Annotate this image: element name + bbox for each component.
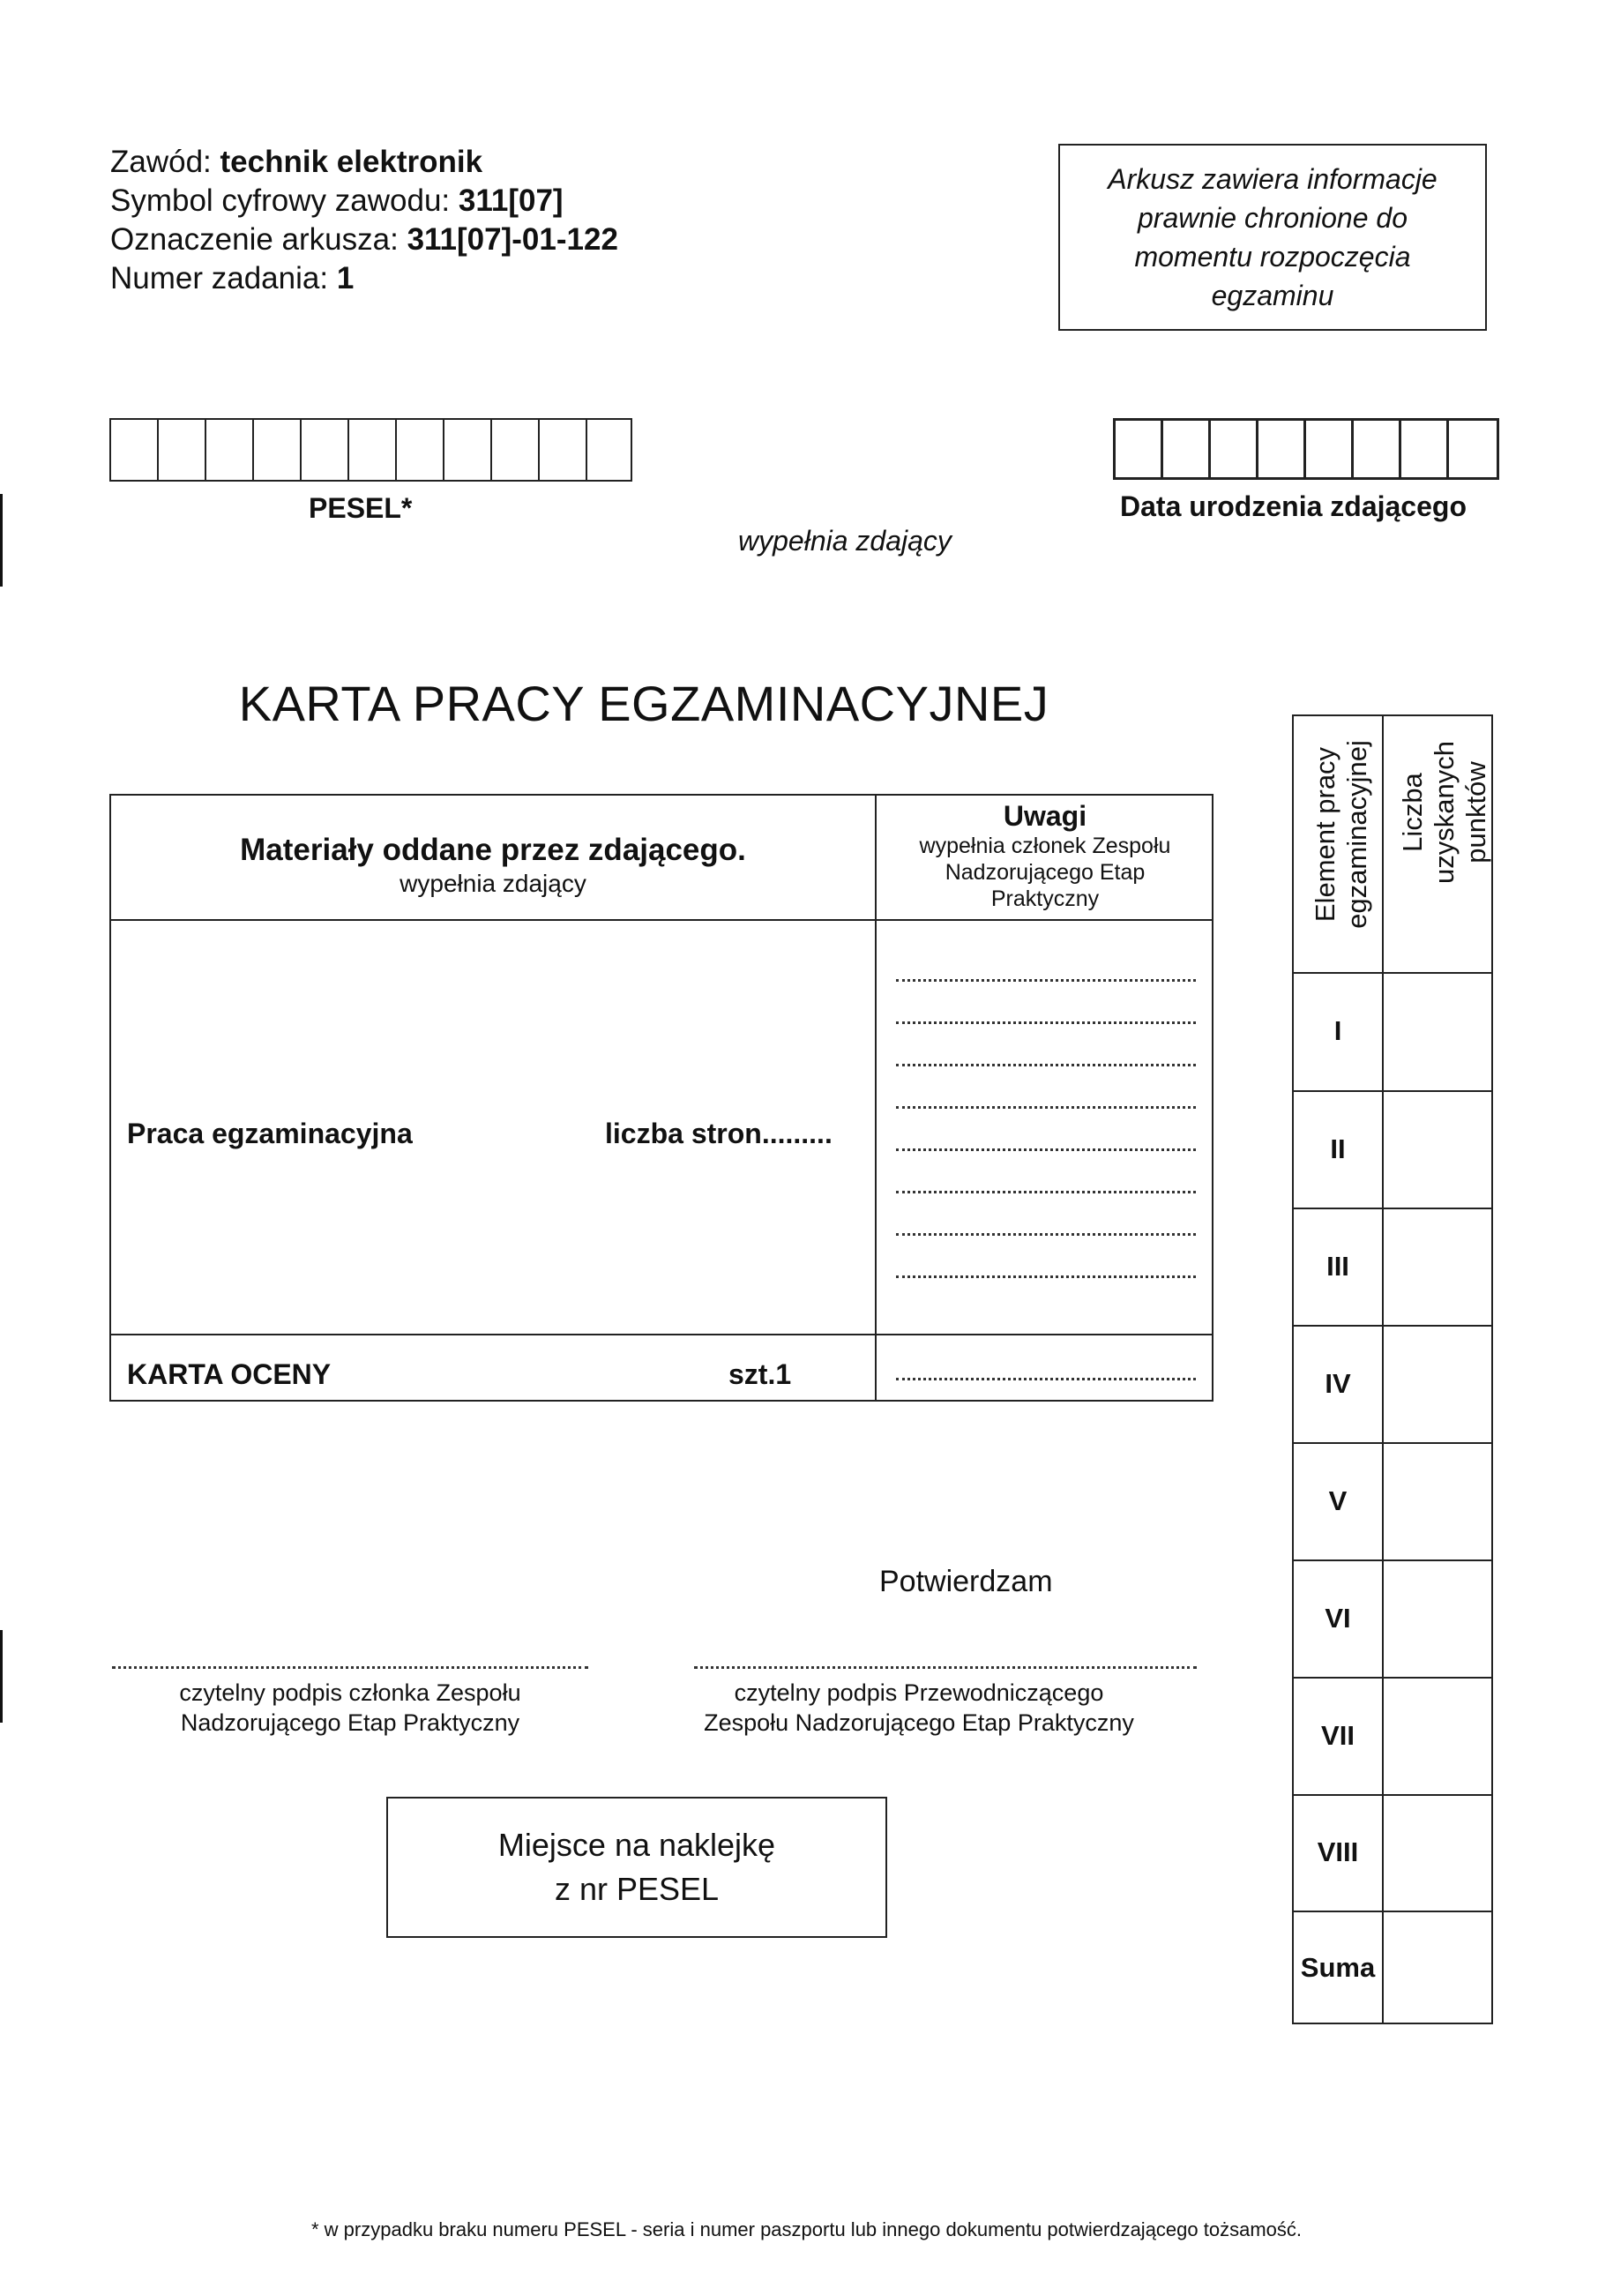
birthdate-digit-box[interactable] [1354, 421, 1401, 477]
protected-info-notice: Arkusz zawiera informacje prawnie chronione do momentu rozpoczęcia egzaminu [1058, 144, 1487, 331]
uwagi-header: Uwagi wypełnia członek Zespołu Nadzorującego Etap Praktyczny [919, 800, 1171, 911]
birthdate-digit-box[interactable] [1258, 421, 1306, 477]
zawod-value: technik elektronik [220, 145, 483, 179]
page-title: KARTA PRACY EGZAMINACYJNEJ [238, 676, 1049, 731]
uwagi-dotted-line[interactable] [896, 979, 1196, 982]
oznaczenie-line: Oznaczenie arkusza: 311[07]-01-122 [110, 222, 618, 257]
score-row-label: I [1333, 1015, 1342, 1046]
pesel-digit-box[interactable] [206, 420, 254, 480]
pesel-digit-box[interactable] [587, 420, 631, 480]
fill-note: wypełnia zdający [738, 525, 952, 557]
birthdate-digit-box[interactable] [1401, 421, 1449, 477]
signature-caption-member: czytelny podpis członka Zespołu Nadzorującego Etap Praktyczny [179, 1679, 521, 1736]
pesel-label: PESEL* [309, 492, 413, 524]
numer-value: 1 [336, 261, 355, 295]
karta-oceny-qty: szt.1 [728, 1358, 792, 1390]
signature-caption-chairman: czytelny podpis Przewodniczącego Zespołu Nadzorującego Etap Praktyczny [704, 1679, 1134, 1736]
praca-label: Praca egzaminacyjna [127, 1118, 413, 1149]
karta-oceny-label: KARTA OCENY [127, 1358, 332, 1390]
score-row-label: Suma [1300, 1951, 1376, 1983]
score-row-label: VI [1325, 1602, 1351, 1634]
uwagi-dotted-line[interactable] [896, 1148, 1196, 1151]
pesel-digit-box[interactable] [349, 420, 397, 480]
score-row-label: VIII [1317, 1836, 1359, 1867]
uwagi-dotted-line[interactable] [896, 1275, 1196, 1278]
birthdate-digit-box[interactable] [1306, 421, 1354, 477]
signature-line-chairman[interactable] [694, 1666, 1197, 1669]
scan-edge-mark [0, 494, 3, 587]
pesel-digit-box[interactable] [492, 420, 540, 480]
pesel-digit-box[interactable] [159, 420, 206, 480]
scores-col-points-header: Liczba uzyskanych punktów [1397, 741, 1491, 884]
scan-edge-mark [0, 1630, 3, 1723]
uwagi-dotted-line[interactable] [896, 1064, 1196, 1066]
score-row-label: III [1326, 1250, 1349, 1282]
birthdate-digit-box[interactable] [1449, 421, 1497, 477]
signature-line-member[interactable] [112, 1666, 588, 1669]
uwagi-dotted-line[interactable] [896, 1106, 1196, 1109]
exam-header-info [110, 143, 618, 298]
birthdate-label: Data urodzenia zdającego [1120, 490, 1467, 522]
symbol-line: Symbol cyfrowy zawodu: 311[07] [110, 183, 564, 218]
pesel-digit-box[interactable] [254, 420, 302, 480]
score-row-label: V [1328, 1485, 1348, 1516]
pesel-digit-box[interactable] [540, 420, 587, 480]
oznaczenie-value: 311[07]-01-122 [407, 222, 618, 257]
potwierdzam-label: Potwierdzam [879, 1565, 1053, 1598]
zawod-line: Zawód: technik elektronik [110, 145, 483, 179]
birthdate-digit-box[interactable] [1211, 421, 1258, 477]
symbol-value: 311[07] [458, 183, 564, 218]
pesel-digit-box[interactable] [397, 420, 444, 480]
pesel-footnote: * w przypadku braku numeru PESEL - seria i numer paszportu lub innego dokumentu potwierdzającego tożsamość. [311, 2218, 1302, 2240]
birthdate-input-boxes[interactable] [1113, 418, 1499, 480]
uwagi-dotted-line[interactable] [896, 1021, 1196, 1024]
pesel-input-boxes[interactable] [109, 418, 632, 482]
karta-oceny-dotted-line[interactable] [896, 1378, 1196, 1380]
scores-col-element-header: Element pracy egzaminacyjnej [1310, 740, 1372, 929]
pesel-sticker-area: Miejsce na naklejkę z nr PESEL [386, 1797, 887, 1938]
materials-header: Materiały oddane przez zdającego. wypełnia zdający [240, 833, 746, 897]
pesel-digit-box[interactable] [302, 420, 349, 480]
birthdate-digit-box[interactable] [1163, 421, 1211, 477]
liczba-stron-field[interactable]: liczba stron......... [605, 1118, 833, 1149]
materials-table [109, 794, 1213, 1402]
pesel-digit-box[interactable] [444, 420, 492, 480]
uwagi-dotted-line[interactable] [896, 1233, 1196, 1236]
score-row-label: VII [1321, 1719, 1355, 1751]
score-row-label: II [1330, 1133, 1346, 1164]
uwagi-dotted-line[interactable] [896, 1191, 1196, 1193]
score-row-label: IV [1325, 1367, 1351, 1399]
numer-line: Numer zadania: 1 [110, 261, 355, 295]
pesel-digit-box[interactable] [111, 420, 159, 480]
birthdate-digit-box[interactable] [1116, 421, 1163, 477]
scores-table [1292, 714, 1493, 2024]
